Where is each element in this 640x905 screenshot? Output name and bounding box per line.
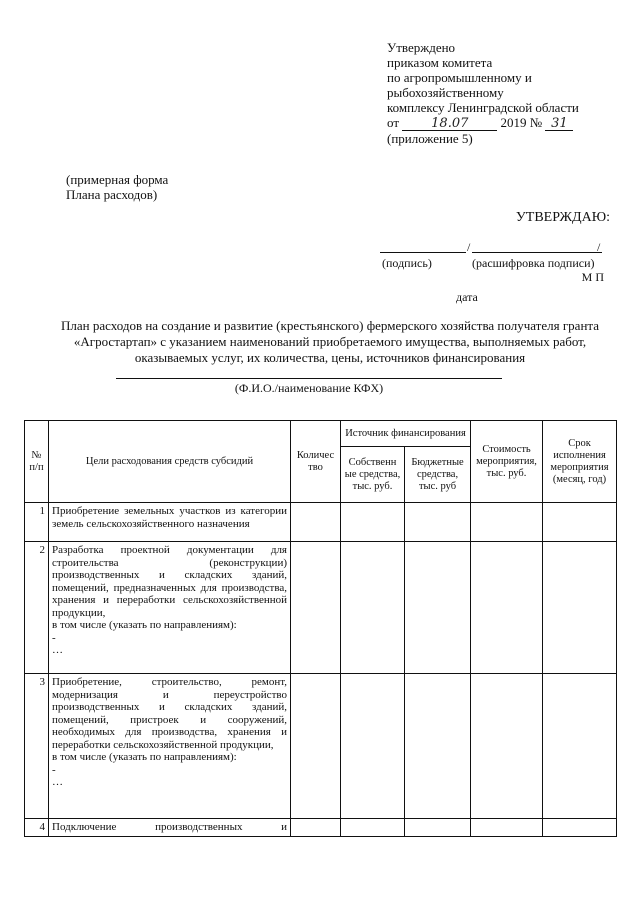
cell-cost: [471, 542, 543, 674]
fio-line: [116, 378, 502, 379]
row-number: 1: [25, 503, 49, 542]
decode-label: (расшифровка подписи): [472, 256, 595, 270]
header-cost: Стоимость мероприятия, тыс. руб.: [471, 421, 543, 503]
header-qty: Количес тво: [291, 421, 341, 503]
cell-cost: [471, 819, 543, 837]
sample-form-line: Плана расходов): [66, 187, 158, 202]
header-goal: Цели расходования средств субсидий: [49, 421, 291, 503]
row-number: 2: [25, 542, 49, 674]
cell-own: [341, 819, 405, 837]
table-row: [25, 542, 617, 674]
cell-budget: [405, 542, 471, 674]
cell-own: [341, 542, 405, 674]
slash-divider: /: [467, 240, 471, 254]
from-prefix: от: [387, 115, 400, 130]
table-row: [25, 819, 617, 837]
handwritten-date: 18.07: [402, 117, 497, 131]
document-title: План расходов на создание и развитие (крестьянского) фермерского хозяйства получателя гранта «Агростартап» с указанием наименований приобретаемого имущества, выполняемых работ, оказываемых услуг, их количества, цены, источников финансирования: [60, 318, 600, 365]
seal-label: М П: [581, 270, 604, 284]
cell-qty: [291, 819, 341, 837]
row-number: 4: [25, 819, 49, 837]
year-text: 2019 №: [500, 115, 543, 130]
sample-form-note: [66, 172, 168, 202]
header-num: № п/п: [25, 421, 49, 503]
header-budget-funds: Бюджетные средства, тыс. руб: [405, 447, 471, 503]
table-row: [25, 674, 617, 819]
approval-line: комплексу Ленинградской области: [387, 100, 579, 115]
approval-line: по агропромышленному и: [387, 70, 532, 85]
header-own-funds: Собственн ые средства, тыс. руб.: [341, 447, 405, 503]
cell-cost: [471, 674, 543, 819]
slash-divider: /: [597, 240, 601, 254]
table-row: [25, 503, 617, 542]
approval-date-line: [387, 115, 579, 131]
cell-qty: [291, 503, 341, 542]
expense-plan-table: [24, 420, 617, 837]
row-goal: Приобретение, строительство, ремонт, модернизация и переустройство производственных и складских зданий, помещений, пристроек и сооружений, необходимых для производства, хранения и переработки сельскохозяйственной продукции, в том числе (указать по направлениям): - …: [49, 674, 291, 819]
row-number: 3: [25, 674, 49, 819]
approve-heading: УТВЕРЖДАЮ:: [515, 210, 610, 225]
row-goal: Приобретение земельных участков из категории земель сельскохозяйственного назначения: [49, 503, 291, 542]
cell-cost: [471, 503, 543, 542]
approval-line: приказом комитета: [387, 55, 493, 70]
cell-deadline: [543, 503, 617, 542]
cell-qty: [291, 542, 341, 674]
fio-label: (Ф.И.О./наименование КФХ): [234, 381, 384, 395]
row-goal: Разработка проектной документации для строительства (реконструкции) производственных и складских зданий, помещений, предназначенных для производства, хранения и переработки сельскохозяйственной продукции, в том числе (указать по направлениям): - …: [49, 542, 291, 674]
decode-line: [472, 252, 602, 253]
date-label: дата: [456, 290, 478, 304]
cell-budget: [405, 819, 471, 837]
cell-budget: [405, 674, 471, 819]
approval-line: Утверждено: [387, 40, 456, 55]
row-goal: Подключение производственных и: [49, 819, 291, 837]
cell-own: [341, 674, 405, 819]
cell-qty: [291, 674, 341, 819]
signature-label: (подпись): [382, 256, 432, 270]
handwritten-number: 31: [545, 117, 573, 131]
cell-budget: [405, 503, 471, 542]
annex-label: (приложение 5): [387, 131, 473, 146]
cell-deadline: [543, 819, 617, 837]
cell-own: [341, 503, 405, 542]
signature-line: [380, 252, 466, 253]
approval-block: [387, 40, 579, 146]
approval-line: рыбохозяйственному: [387, 85, 504, 100]
header-source: Источник финансирования: [341, 421, 471, 447]
header-deadline: Срок исполнения мероприятия (месяц, год): [543, 421, 617, 503]
cell-deadline: [543, 542, 617, 674]
sample-form-line: (примерная форма: [66, 172, 169, 187]
cell-deadline: [543, 674, 617, 819]
